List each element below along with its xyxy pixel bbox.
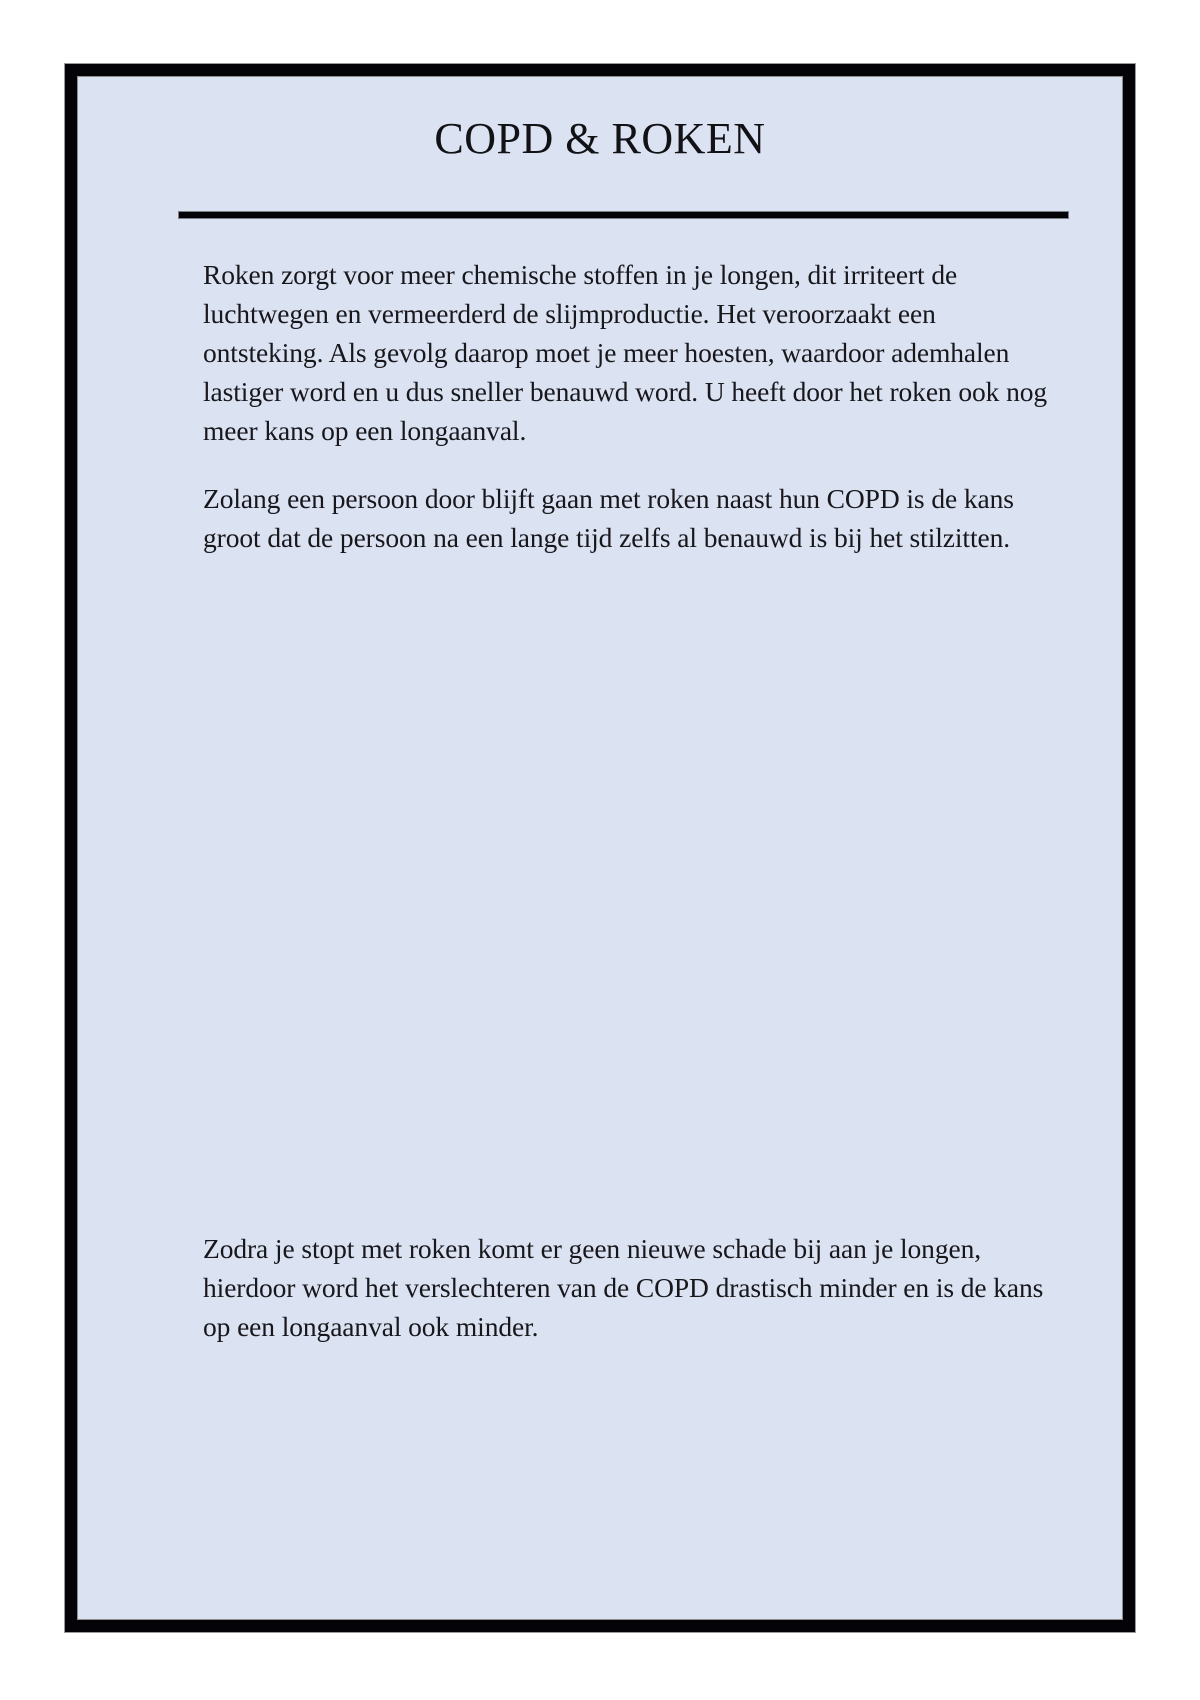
paragraph-intro: Roken zorgt voor meer chemische stoffen in je longen, dit irriteert de luchtwegen en vermeerderd de slijmproductie. Het veroorzaakt een ontsteking. Als gevolg daarop moet je meer hoesten, waardoor ademhalen lastiger word en u dus sneller benauwd word. U heeft door het roken ook nog meer kans op een longaanval. bbox=[203, 259, 1048, 446]
page-title: COPD & ROKEN bbox=[434, 114, 766, 163]
page-border-black bbox=[65, 64, 1135, 1632]
page-content-area bbox=[77, 76, 1123, 1620]
title-divider-rule bbox=[178, 211, 1069, 219]
closing-text-column bbox=[203, 1229, 1058, 1346]
paragraph-continued-smoking: Zolang een persoon door blijft gaan met roken naast hun COPD is de kans groot dat de persoon na een lange tijd zelfs al benauwd is bij het stilzitten. bbox=[203, 483, 1014, 553]
page-border-frame bbox=[64, 63, 1136, 1633]
paragraph-quitting-benefit: Zodra je stopt met roken komt er geen nieuwe schade bij aan je longen, hierdoor word het verslechteren van de COPD drastisch minder en is de kans op een longaanval ook minder. bbox=[203, 1233, 1044, 1342]
body-text-column bbox=[203, 255, 1048, 557]
